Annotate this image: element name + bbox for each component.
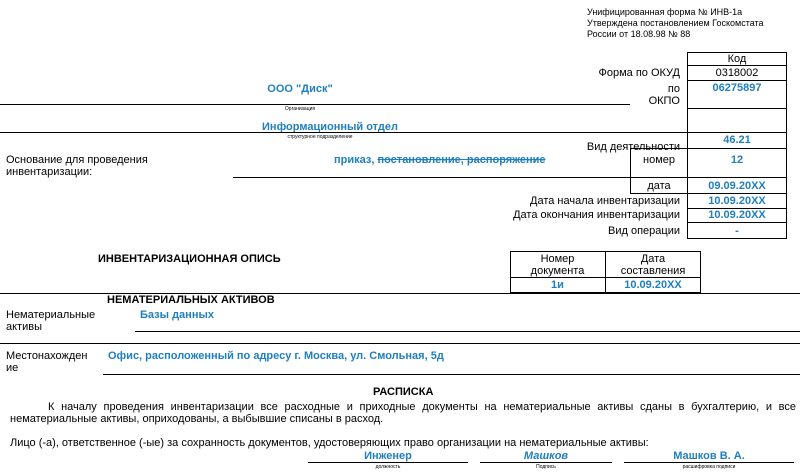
location-label-2: ие [6, 362, 19, 374]
department-caption: структурное подразделение [287, 134, 353, 140]
kod-header: Код [727, 53, 747, 65]
okpo-value: 06275897 [712, 82, 762, 94]
activity-value: 46.21 [723, 134, 751, 146]
assets-label-2: активы [6, 321, 42, 333]
date-label: дата [647, 180, 671, 192]
signature-name: Машков В. А. [673, 450, 745, 462]
inv-end-value: 10.09.20XX [708, 209, 766, 221]
doc-number-header: Номер документа [530, 253, 585, 277]
responsible-text: Лицо (-а), ответственное (-ые) за сохранность документов, удостоверяющих право организации на нематериальные активы: [10, 437, 649, 449]
position-caption: должность [375, 464, 401, 470]
form-line-1: Унифицированная форма № ИНВ-1а [587, 7, 743, 17]
basis-value-plain: приказ, [334, 154, 378, 166]
basis-label-2: инвентаризации: [6, 166, 93, 178]
activity-label: Вид деятельности [586, 141, 680, 153]
name-caption: расшифровка подписи [682, 464, 736, 470]
sign-caption: Подпись [536, 464, 556, 470]
receipt-text: К началу проведения инвентаризации все расходные и приходные документы на нематериальные активы сданы в бухгалтерию, и все нематериальные активы, оприходованы, а выбывшие списаны в расход. [10, 401, 796, 425]
basis-value-struck: постановление, распоряжение [377, 154, 546, 166]
okpo-label-2: ОКПО [648, 95, 680, 107]
inv-start-label: Дата начала инвентаризации [530, 195, 680, 207]
department-name: Информационный отдел [262, 121, 398, 133]
okpo-label-1: по [667, 83, 680, 95]
doc-date-header: Дата составления [620, 253, 686, 277]
doc-date-value: 10.09.20XX [624, 279, 682, 291]
form-line-3: России от 18.08.98 № 88 [587, 29, 691, 39]
doc-title: ИНВЕНТАРИЗАЦИОННАЯ ОПИСЬ [98, 253, 281, 265]
inv-end-label: Дата окончания инвентаризации [513, 209, 680, 221]
location-label-1: Местонахожден [6, 350, 88, 362]
signature-sign: Машков [523, 450, 569, 462]
operation-value: - [735, 225, 739, 237]
doc-subtitle: НЕМАТЕРИАЛЬНЫХ АКТИВОВ [107, 294, 275, 306]
org-name: ООО "Диск" [267, 83, 333, 95]
doc-number-value: 1и [551, 279, 564, 291]
form-line-2: Утверждена постановлением Госкомстата [587, 18, 764, 28]
inv-start-value: 10.09.20XX [708, 195, 766, 207]
number-label: номер [643, 154, 675, 166]
basis-label-1: Основание для проведения [6, 154, 148, 166]
okud-value: 0318002 [715, 67, 759, 79]
operation-label: Вид операции [608, 225, 680, 237]
number-value: 12 [730, 154, 744, 166]
okud-label: Форма по ОКУД [598, 67, 680, 79]
assets-value: Базы данных [140, 309, 214, 321]
date-value: 09.09.20XX [708, 180, 766, 192]
basis-value [334, 154, 546, 167]
signature-position: Инженер [364, 450, 412, 462]
location-value: Офис, расположенный по адресу г. Москва, ул. Смольная, 5д [108, 350, 444, 362]
org-caption: Организация [284, 106, 316, 112]
assets-label-1: Нематериальные [6, 309, 96, 321]
receipt-title: РАСПИСКА [373, 386, 434, 398]
